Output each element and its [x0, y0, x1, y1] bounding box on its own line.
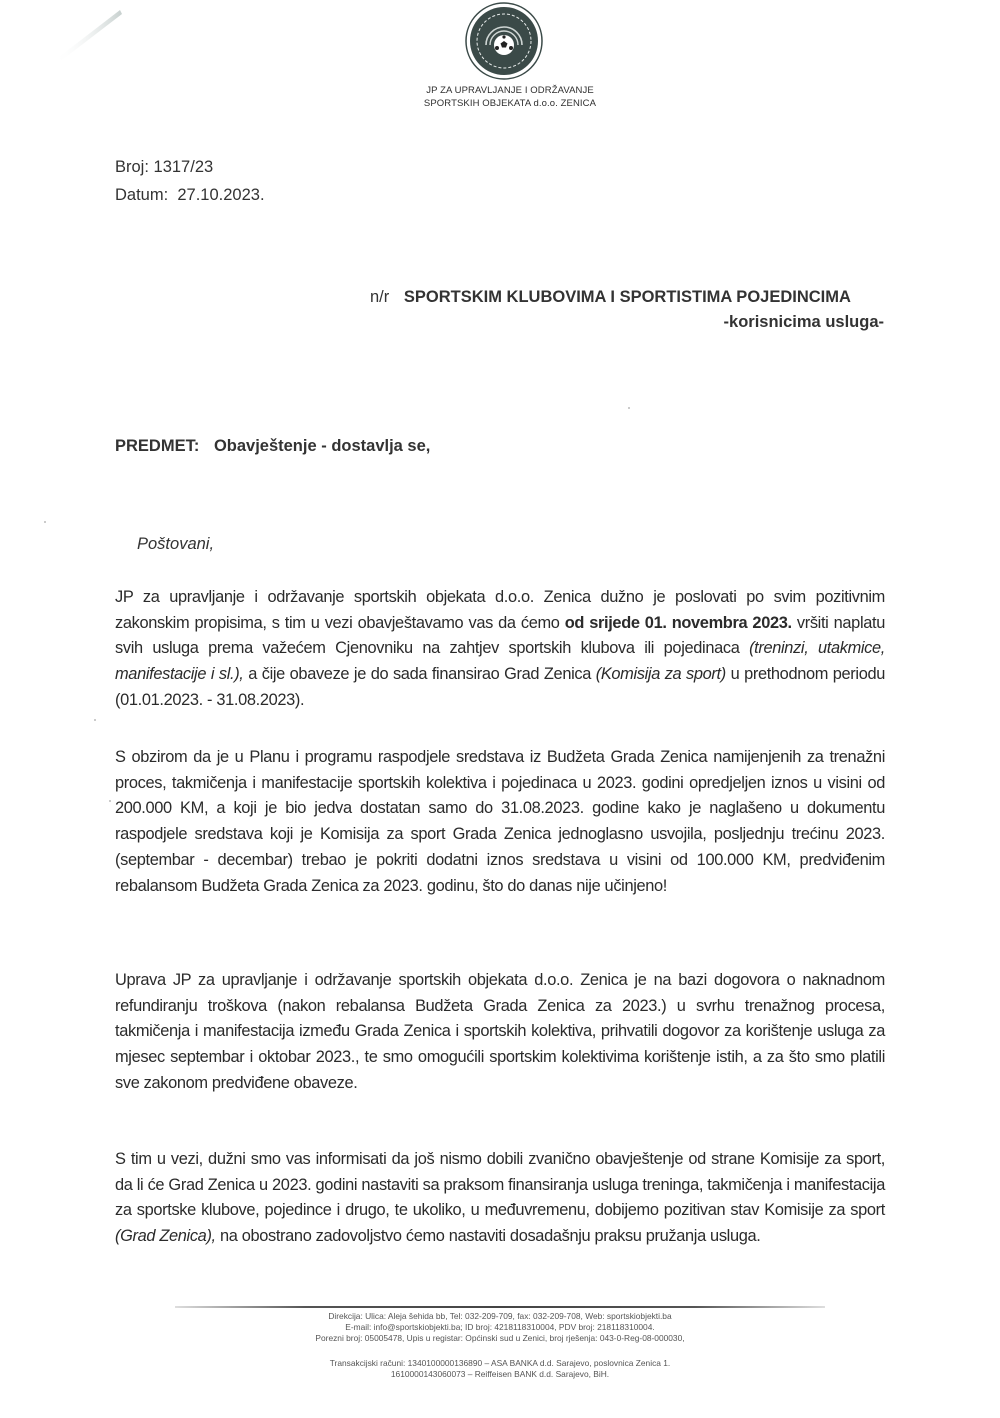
- subject-text: Obavještenje - dostavlja se,: [213, 437, 431, 455]
- organization-name: [400, 84, 620, 110]
- subject-label: PREDMET:: [115, 437, 200, 455]
- paragraph-text: a čije obaveze je do sada finansirao Grad Zenica: [243, 665, 596, 684]
- body-paragraph-2: S obzirom da je u Planu i programu raspodjele sredstava iz Budžeta Grada Zenica namijenjenih za trenažni proces, takmičenja i manifestacije sportskih kolektiva i pojedinaca u 2023. godini opredjeljen iznos u visini od 200.000 KM, a koji je bio jedva dostatan samo do 31.08.2023. godine kako je naglašeno u dokumentu raspodjele sredstava koji je Komisija za sport Grada Zenica jednoglasno usvojila, posljednju trećinu 2023. (septembar - decembar) trebao je pokriti dodatni iznos sredstava u visini od 100.000 KM, predviđenim rebalansom Budžeta Grada Zenica za 2023. godinu, što do danas nije učinjeno!: [115, 748, 885, 895]
- footer-bank-account-2: 1610000143060073 – Reiffeisen BANK d.d. Sarajevo, BiH.: [390, 1369, 610, 1379]
- commission-italic: (Komisija za sport): [595, 665, 726, 684]
- services-list-italic: (treninzi, utakmice, manifestacije i sl.),: [115, 639, 885, 684]
- scan-speck: [94, 719, 96, 721]
- paragraph-text: na obostrano zadovoljstvo ćemo nastaviti dosadašnju praksu pružanja usluga.: [215, 1227, 761, 1246]
- body-paragraph-3: Uprava JP za upravljanje i održavanje sportskih objekata d.o.o. Zenica je na bazi dogovora o naknadnom refundiranju troškova (nakon rebalansa Budžeta Grada Zenica za 2023.) u svrhu trenažnog procesa, takmičenja i manifestacija između Grada Zenica i sportskih kolektiva, prihvatili dogovor za korištenje usluga za mjesec septembar i oktobar 2023., te smo omogućili sportskim kolektivima korištenje istih, a za što smo platili sve zakonom predviđene obaveze.: [115, 971, 885, 1092]
- paragraph-text: JP za upravljanje i održavanje sportskih objekata d.o.o. Zenica dužno je poslovati po svim pozitivnim zakonskim propisima, s tim u vezi obavještavamo vas da ćemo: [115, 588, 885, 632]
- scan-speck: [109, 800, 111, 802]
- scan-speck: [44, 521, 46, 523]
- document-number-label: Broj:: [115, 158, 149, 176]
- body-paragraph-4: [115, 1147, 885, 1250]
- document-number: [115, 158, 213, 177]
- footer-contact: [150, 1311, 850, 1344]
- footer-email-ids: E-mail: info@sportskiobjekti.ba; ID broj: 4218118310004, PDV broj: 218118310004.: [345, 1322, 655, 1332]
- page-corner-fold: [0, 0, 140, 60]
- paragraph-text: u prethodnom periodu (01.01.2023. - 31.08.2023).: [115, 665, 885, 709]
- footer-bank-accounts: [150, 1358, 850, 1380]
- organization-name-line1: JP ZA UPRAVLJANJE I ODRŽAVANJE: [426, 85, 594, 96]
- subject-line: [115, 437, 430, 456]
- document-date: [115, 186, 265, 205]
- recipient-prefix: n/r: [370, 288, 390, 306]
- recipient-subtitle: -korisnicima usluga-: [723, 313, 884, 331]
- footer-address: Direkcija: Ulica: Aleja šehida bb, Tel: 032-209-709, fax: 032-209-708, Web: sportskiobjekti.ba: [328, 1311, 672, 1321]
- scan-speck: [628, 407, 630, 409]
- body-paragraph-1: [115, 585, 885, 714]
- footer-registry: Porezni broj: 05005478, Upis u registar: Općinski sud u Zenici, broj rješenja: 043-0-Reg-08-000030,: [315, 1333, 685, 1343]
- recipient-name: SPORTSKIM KLUBOVIMA I SPORTISTIMA POJEDINCIMA: [403, 288, 851, 306]
- football-emblem-icon: [464, 1, 544, 81]
- document-date-label: Datum:: [115, 186, 169, 204]
- city-italic: (Grad Zenica),: [115, 1227, 216, 1246]
- greeting: Poštovani,: [137, 535, 215, 553]
- footer-divider: [175, 1306, 825, 1308]
- paragraph-text: S tim u vezi, dužni smo vas informisati da još nismo dobili zvanično obavještenje od strane Komisije za sport, da li će Grad Zenica u 2023. godini nastaviti sa praksom finansiranja usluga treninga, takmičenja i manifestacija za sportske klubove, pojedince i drugo, te ukoliko, u međuvremenu, dobijemo pozitivan stav Komisije za sport: [115, 1150, 885, 1220]
- footer-bank-account-1: Transakcijski računi: 1340100000136890 – ASA BANKA d.d. Sarajevo, poslovnica Zenica 1.: [329, 1358, 671, 1368]
- effective-date-emphasis: od srijede 01. novembra 2023.: [564, 613, 792, 632]
- recipient-block: [370, 288, 884, 332]
- paragraph-text: vršiti naplatu svih usluga prema važećem Cjenovniku na zahtjev sportskih klubova ili pojedinaca: [115, 613, 885, 658]
- organization-name-line2: SPORTSKIH OBJEKATA d.o.o. ZENICA: [423, 98, 597, 109]
- document-date-value: 27.10.2023.: [177, 186, 265, 204]
- document-number-value: 1317/23: [153, 158, 214, 176]
